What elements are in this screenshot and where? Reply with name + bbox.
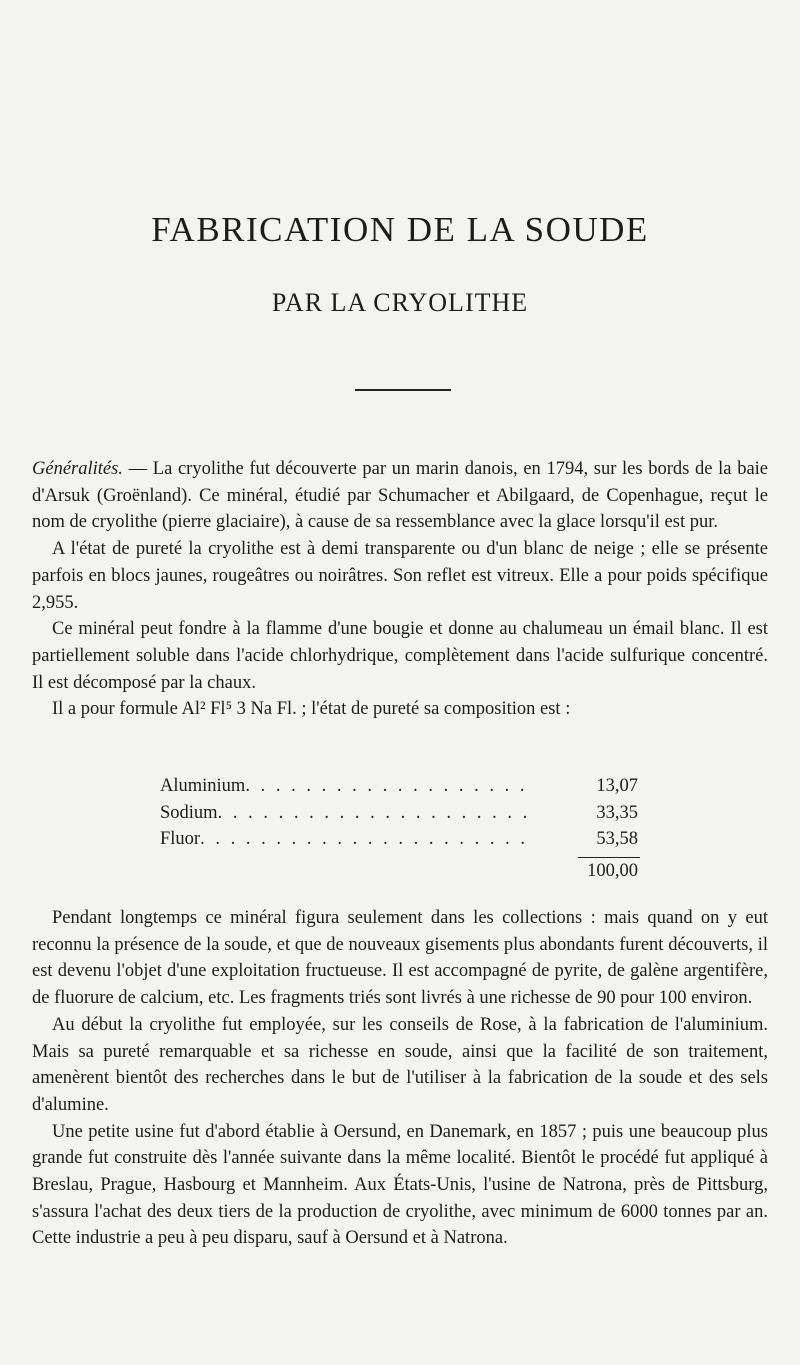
title-divider bbox=[355, 389, 451, 391]
composition-total: 100,00 bbox=[587, 861, 638, 882]
paragraph-generalites bbox=[32, 456, 768, 536]
leader-dots: . . . . . . . . . . . . . . . . . . . . . bbox=[217, 802, 531, 823]
element-value: 53,58 bbox=[596, 829, 638, 850]
leader-dots: . . . . . . . . . . . . . . . . . . . . . . bbox=[200, 829, 528, 850]
element-name: Aluminium bbox=[160, 776, 246, 796]
paragraph: Ce minéral peut fondre à la flamme d'une bougie et donne au chalumeau un émail blanc. Il est partiellement soluble dans l'acide chlorhydrique, complètement dans l'acide sulfurique concentré. Il est décomposé par la chaux. bbox=[32, 619, 768, 693]
element-name: Fluor bbox=[160, 829, 201, 850]
element-value: 13,07 bbox=[596, 776, 638, 796]
page-title: FABRICATION DE LA SOUDE bbox=[151, 210, 649, 249]
paragraph: Pendant longtemps ce minéral figura seulement dans les collections : mais quand on y eut reconnu la présence de la soude, et que de nouveaux gisements plus abondants furent découverts, il est devenu l'objet d'une exploitation fructueuse. Il est accompagné de pyrite, de galène argentifère, de fluorure de calcium, etc. Les fragments triés sont livrés à une richesse de 90 pour 100 environ. bbox=[32, 908, 768, 1009]
paragraph: Une petite usine fut d'abord établie à Oersund, en Danemark, en 1857 ; puis une beaucoup plus grande fut construite dès l'année suivante dans la même localité. Bientôt le procédé fut appliqué à Breslau, Prague, Hasbourg et Mannheim. Aux États-Unis, l'usine de Natrona, près de Pittsburg, s'assura l'achat des deux tiers de la production de cryolithe, avec minimum de 6000 tonnes par an. Cette industrie a peu à peu disparu, sauf à Oersund et à Natrona. bbox=[32, 1121, 768, 1249]
paragraph: Il a pour formule Al² Fl⁵ 3 Na Fl. ; l'état de pureté sa composition est : bbox=[52, 699, 571, 720]
composition-row bbox=[160, 800, 638, 827]
leader-dots: . . . . . . . . . . . . . . . . . . . bbox=[245, 776, 528, 796]
intro-text bbox=[32, 456, 768, 723]
paragraph: A l'état de pureté la cryolithe est à demi transparente ou d'un blanc de neige ; elle se présente parfois en blocs jaunes, rougeâtres ou noirâtres. Son reflet est vitreux. Elle a pour poids spécifique 2,955. bbox=[32, 539, 768, 613]
element-name: Sodium bbox=[160, 802, 218, 823]
composition-table bbox=[160, 773, 638, 885]
element-value: 33,35 bbox=[596, 802, 638, 823]
composition-row bbox=[160, 826, 638, 853]
paragraph: Au début la cryolithe fut employée, sur les conseils de Rose, à la fabrication de l'aluminium. Mais sa pureté remarquable et sa richesse en soude, ainsi que la facilité de son traitement, amenèrent bientôt des recherches dans le but de l'utiliser à la fabrication de la soude et des sels d'alumine. bbox=[32, 1014, 768, 1115]
composition-row bbox=[160, 773, 638, 800]
page-subtitle: PAR LA CRYOLITHE bbox=[271, 288, 529, 317]
section-lead: Généralités. bbox=[32, 459, 123, 479]
continuation-text bbox=[32, 905, 768, 1252]
paragraph-text: — La cryolithe fut découverte par un marin danois, en 1794, sur les bords de la baie d'Arsuk (Groënland). Ce minéral, étudié par Schumacher et Abilgaard, de Copenhague, reçut le nom de cryolithe (pierre glaciaire), à cause de sa ressemblance avec la glace lorsqu'il est pur. bbox=[32, 459, 768, 533]
